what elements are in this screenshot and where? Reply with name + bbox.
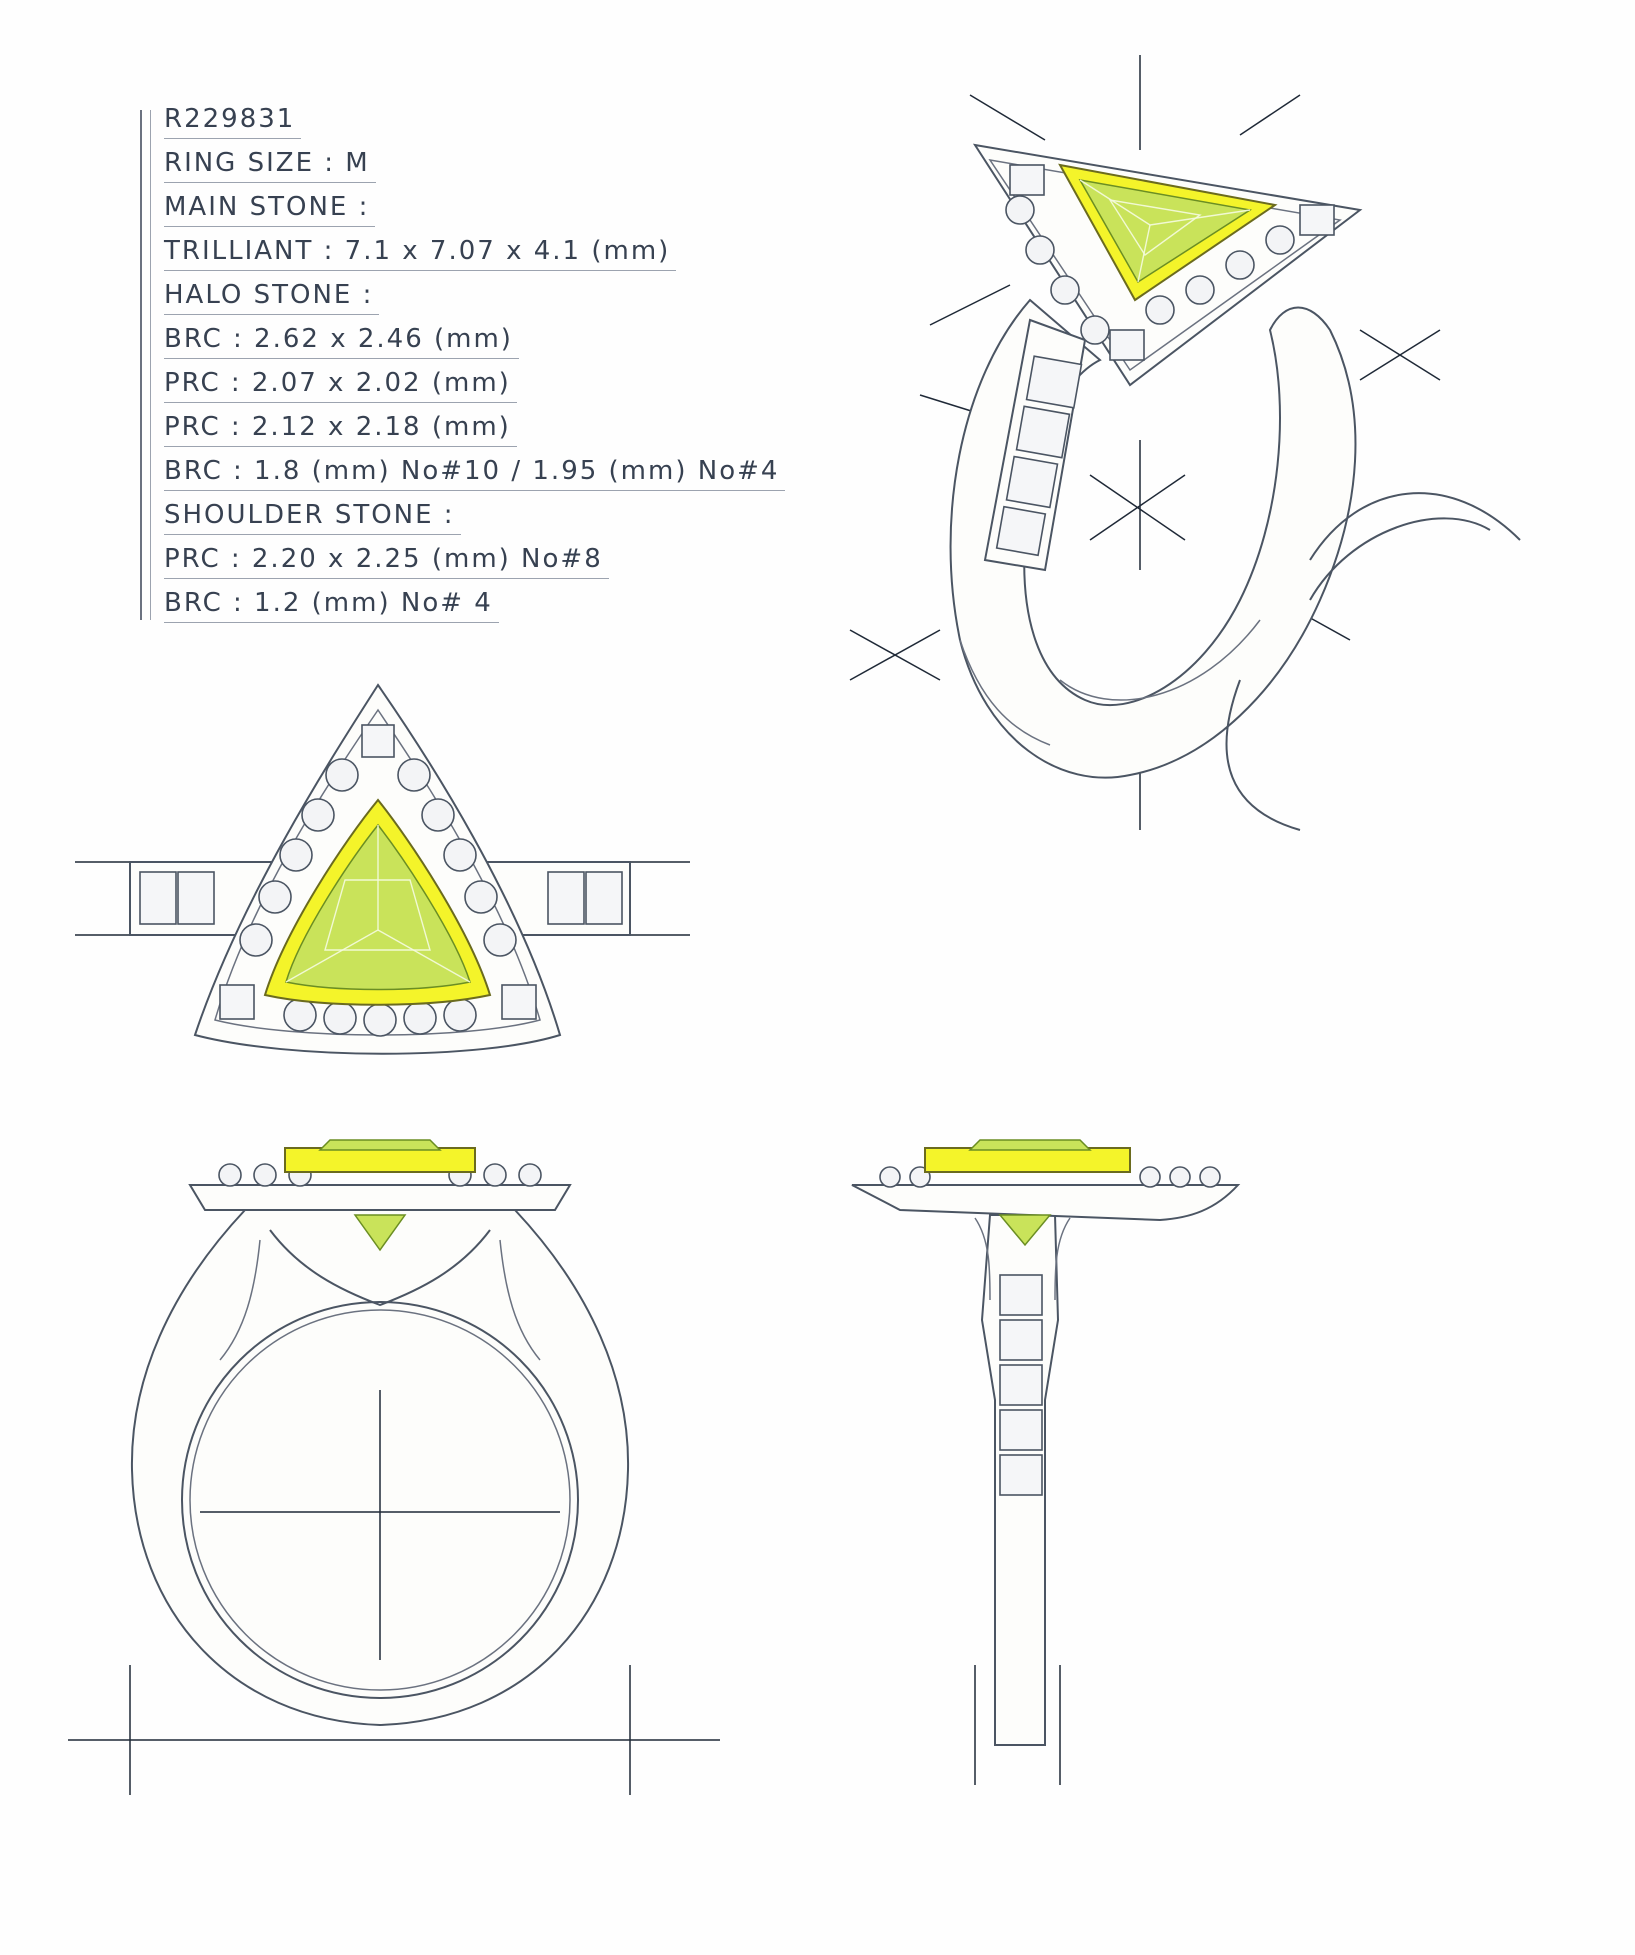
halo-stone	[404, 1002, 436, 1034]
halo-stone	[484, 924, 516, 956]
shoulder-stone	[1000, 1275, 1042, 1315]
halo-stone	[422, 799, 454, 831]
halo-stone	[240, 924, 272, 956]
halo-stone	[1051, 276, 1079, 304]
halo-stone	[284, 999, 316, 1031]
shoulder-stone	[548, 872, 584, 924]
halo-stone	[1010, 165, 1044, 195]
shoulder-stone	[586, 872, 622, 924]
halo-stone	[1110, 330, 1144, 360]
halo-stone	[1170, 1167, 1190, 1187]
halo-stone-heading: HALO STONE :	[164, 276, 379, 315]
design-reference: R229831	[164, 100, 301, 139]
side-view-bezel	[925, 1148, 1130, 1172]
main-stone-spec: TRILLIANT : 7.1 x 7.07 x 4.1 (mm)	[164, 232, 676, 271]
front-view-bezel	[285, 1148, 475, 1172]
shoulder-stone	[1000, 1455, 1042, 1495]
sparkle-line	[930, 285, 1010, 325]
halo-stone	[1140, 1167, 1160, 1187]
shoulder-stone	[1017, 406, 1070, 457]
halo-stone	[444, 839, 476, 871]
halo-stone-spec-2: PRC : 2.07 x 2.02 (mm)	[164, 364, 517, 403]
shoulder-stone	[1000, 1410, 1042, 1450]
halo-stone	[465, 881, 497, 913]
halo-stone	[1146, 296, 1174, 324]
halo-stone	[1006, 196, 1034, 224]
shoulder-stone	[1007, 457, 1058, 508]
halo-stone	[484, 1164, 506, 1186]
halo-stone	[1200, 1167, 1220, 1187]
halo-stone	[444, 999, 476, 1031]
halo-stone	[364, 1004, 396, 1036]
side-view	[852, 1140, 1238, 1785]
shoulder-stone-heading: SHOULDER STONE :	[164, 496, 461, 535]
halo-stone-spec-1: BRC : 2.62 x 2.46 (mm)	[164, 320, 519, 359]
shoulder-stone	[140, 872, 176, 924]
halo-stone	[219, 1164, 241, 1186]
halo-stone-spec-3: PRC : 2.12 x 2.18 (mm)	[164, 408, 517, 447]
shoulder-stone-spec-1: PRC : 2.20 x 2.25 (mm) No#8	[164, 540, 609, 579]
halo-stone	[1266, 226, 1294, 254]
ring-size: RING SIZE : M	[164, 144, 376, 183]
halo-stone-spec-4: BRC : 1.8 (mm) No#10 / 1.95 (mm) No#4	[164, 452, 785, 491]
shoulder-stone	[1027, 356, 1082, 408]
halo-stone	[1081, 316, 1109, 344]
shoulder-stone-spec-2: BRC : 1.2 (mm) No# 4	[164, 584, 499, 623]
front-view	[68, 1140, 720, 1795]
front-view-head-plate	[190, 1185, 570, 1210]
halo-stone	[880, 1167, 900, 1187]
front-view-gem-crown	[320, 1140, 440, 1150]
halo-stone	[1300, 205, 1334, 235]
sparkle-line	[970, 95, 1045, 140]
perspective-view	[850, 55, 1520, 830]
halo-stone	[398, 759, 430, 791]
halo-stone	[519, 1164, 541, 1186]
shoulder-stone	[1000, 1365, 1042, 1405]
sparkle-line	[1240, 95, 1300, 135]
halo-stone	[302, 799, 334, 831]
halo-stone	[254, 1164, 276, 1186]
shoulder-stone	[178, 872, 214, 924]
halo-stone	[1026, 236, 1054, 264]
side-view-shoulder-stones	[1000, 1275, 1042, 1495]
side-view-gem-crown	[970, 1140, 1090, 1150]
top-view	[75, 685, 690, 1054]
halo-stone	[1186, 276, 1214, 304]
halo-stone	[220, 985, 254, 1019]
halo-stone	[326, 759, 358, 791]
halo-stone	[502, 985, 536, 1019]
halo-stone	[1226, 251, 1254, 279]
halo-stone	[259, 881, 291, 913]
halo-stone	[280, 839, 312, 871]
halo-stone	[362, 725, 394, 757]
shoulder-stone	[1000, 1320, 1042, 1360]
halo-stone	[324, 1002, 356, 1034]
main-stone-heading: MAIN STONE :	[164, 188, 375, 227]
shoulder-stone	[997, 507, 1046, 556]
